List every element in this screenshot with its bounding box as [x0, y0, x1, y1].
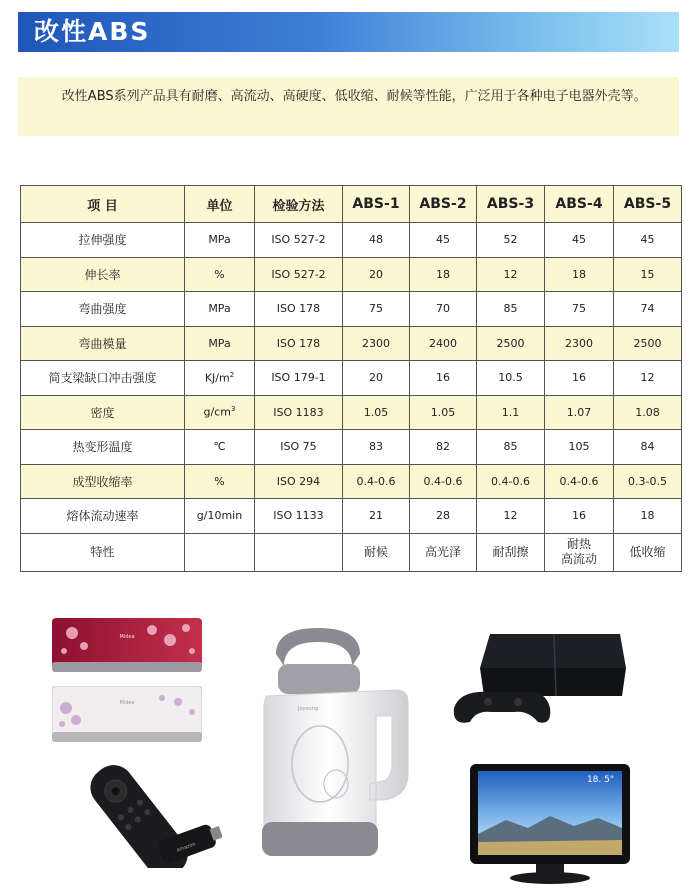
value-cell-abs-2: 16: [410, 361, 477, 396]
header-abs-4: ABS-4: [545, 186, 614, 223]
value-cell-abs-1: 48: [343, 223, 410, 258]
tv-size-label: 18. 5": [586, 775, 614, 785]
feature-unit-cell: [185, 533, 255, 571]
ac-brand-red: Midea: [119, 634, 135, 640]
unit-cell: [185, 326, 255, 361]
unit-text: %: [214, 267, 225, 281]
method-cell: ISO 1133: [255, 499, 343, 534]
value-cell-abs-1: 1.05: [343, 395, 410, 430]
value-cell-abs-1: 2300: [343, 326, 410, 361]
value-cell-abs-5: 2500: [614, 326, 682, 361]
value-cell-abs-4: 2300: [545, 326, 614, 361]
value-cell-abs-5: 74: [614, 292, 682, 327]
value-cell-abs-1: 21: [343, 499, 410, 534]
feature-row: [21, 533, 682, 571]
value-cell-abs-3: 85: [477, 292, 545, 327]
table-body: [21, 223, 682, 572]
table-header-row: [21, 186, 682, 223]
header-method: 检验方法: [255, 186, 343, 223]
value-cell-abs-5: 84: [614, 430, 682, 465]
unit-superscript: 2: [229, 370, 235, 379]
item-cell: 弯曲强度: [21, 292, 185, 327]
header-abs-1: ABS-1: [343, 186, 410, 223]
method-cell: ISO 178: [255, 292, 343, 327]
value-cell-abs-3: 12: [477, 499, 545, 534]
value-cell-abs-3: 12: [477, 257, 545, 292]
method-cell: ISO 294: [255, 464, 343, 499]
value-cell-abs-4: 105: [545, 430, 614, 465]
item-cell: 简支梁缺口冲击强度: [21, 361, 185, 396]
value-cell-abs-4: 18: [545, 257, 614, 292]
game-console-image: [450, 626, 630, 734]
table-row: [21, 292, 682, 327]
unit-text: KJ/m: [204, 371, 230, 385]
table-row: [21, 499, 682, 534]
header-unit: 单位: [185, 186, 255, 223]
table-row: [21, 223, 682, 258]
air-conditioner-white-image: [52, 686, 202, 744]
feature-cell-abs-2: 高光泽: [410, 533, 477, 571]
table-row: [21, 464, 682, 499]
unit-text: MPa: [208, 233, 231, 247]
feature-method-cell: [255, 533, 343, 571]
unit-text: g/cm: [203, 406, 231, 420]
feature-cell-abs-1: 耐候: [343, 533, 410, 571]
method-cell: ISO 178: [255, 326, 343, 361]
unit-cell: [185, 430, 255, 465]
unit-cell: [185, 292, 255, 327]
value-cell-abs-1: 20: [343, 361, 410, 396]
value-cell-abs-5: 12: [614, 361, 682, 396]
unit-text: g/10min: [196, 509, 243, 523]
value-cell-abs-2: 18: [410, 257, 477, 292]
header-abs-2: ABS-2: [410, 186, 477, 223]
item-cell: 弯曲模量: [21, 326, 185, 361]
value-cell-abs-4: 45: [545, 223, 614, 258]
method-cell: ISO 179-1: [255, 361, 343, 396]
feature-item-cell: 特性: [21, 533, 185, 571]
value-cell-abs-3: 0.4-0.6: [477, 464, 545, 499]
feature-cell-abs-3: 耐刮擦: [477, 533, 545, 571]
product-photos: [0, 600, 699, 895]
value-cell-abs-5: 0.3-0.5: [614, 464, 682, 499]
ac-brand-white: Midea: [119, 700, 135, 706]
value-cell-abs-3: 85: [477, 430, 545, 465]
tv-monitor-image: [466, 762, 634, 886]
value-cell-abs-5: 18: [614, 499, 682, 534]
page-title: 改性ABS: [34, 17, 151, 46]
header-abs-5: ABS-5: [614, 186, 682, 223]
method-cell: ISO 527-2: [255, 257, 343, 292]
value-cell-abs-5: 1.08: [614, 395, 682, 430]
item-cell: 伸长率: [21, 257, 185, 292]
value-cell-abs-1: 0.4-0.6: [343, 464, 410, 499]
table-row: [21, 257, 682, 292]
value-cell-abs-1: 20: [343, 257, 410, 292]
value-cell-abs-2: 45: [410, 223, 477, 258]
value-cell-abs-2: 82: [410, 430, 477, 465]
unit-text: %: [214, 474, 225, 488]
feature-cell-abs-5: 低收缩: [614, 533, 682, 571]
value-cell-abs-5: 15: [614, 257, 682, 292]
intro-box: [18, 77, 679, 136]
value-cell-abs-2: 1.05: [410, 395, 477, 430]
item-cell: 熔体流动速率: [21, 499, 185, 534]
unit-text: MPa: [208, 336, 231, 350]
value-cell-abs-4: 75: [545, 292, 614, 327]
unit-text: MPa: [208, 302, 231, 316]
value-cell-abs-4: 16: [545, 361, 614, 396]
value-cell-abs-4: 1.07: [545, 395, 614, 430]
unit-superscript: 3: [230, 405, 236, 414]
unit-cell: [185, 361, 255, 396]
table-row: [21, 326, 682, 361]
value-cell-abs-3: 52: [477, 223, 545, 258]
feature-line: 高流动: [560, 552, 597, 566]
value-cell-abs-2: 2400: [410, 326, 477, 361]
value-cell-abs-1: 75: [343, 292, 410, 327]
kettle-brand: Joyoung: [298, 706, 319, 712]
value-cell-abs-5: 45: [614, 223, 682, 258]
header-abs-3: ABS-3: [477, 186, 545, 223]
unit-cell: [185, 464, 255, 499]
unit-cell: [185, 499, 255, 534]
unit-cell: [185, 257, 255, 292]
value-cell-abs-3: 10.5: [477, 361, 545, 396]
remote-control-image: [62, 760, 222, 868]
feature-cell-abs-4: [545, 533, 614, 571]
title-banner: [18, 12, 679, 52]
value-cell-abs-4: 16: [545, 499, 614, 534]
value-cell-abs-2: 70: [410, 292, 477, 327]
item-cell: 成型收缩率: [21, 464, 185, 499]
soymilk-maker-image: [258, 624, 418, 860]
intro-text: 改性ABS系列产品具有耐磨、高流动、高硬度、低收缩、耐候等性能，广泛用于各种电子电器外壳等。: [61, 89, 647, 104]
value-cell-abs-2: 0.4-0.6: [410, 464, 477, 499]
table-row: [21, 361, 682, 396]
item-cell: 密度: [21, 395, 185, 430]
method-cell: ISO 1183: [255, 395, 343, 430]
table-row: [21, 395, 682, 430]
table-row: [21, 430, 682, 465]
header-item: 项 目: [21, 186, 185, 223]
air-conditioner-red-image: [52, 618, 202, 673]
unit-cell: [185, 223, 255, 258]
value-cell-abs-3: 2500: [477, 326, 545, 361]
unit-text: ℃: [213, 440, 226, 454]
value-cell-abs-4: 0.4-0.6: [545, 464, 614, 499]
method-cell: ISO 75: [255, 430, 343, 465]
item-cell: 热变形温度: [21, 430, 185, 465]
remote-brand: amazon: [175, 841, 197, 854]
value-cell-abs-1: 83: [343, 430, 410, 465]
value-cell-abs-3: 1.1: [477, 395, 545, 430]
method-cell: ISO 527-2: [255, 223, 343, 258]
feature-line: 耐热: [566, 537, 591, 551]
value-cell-abs-2: 28: [410, 499, 477, 534]
spec-table: [20, 185, 682, 572]
unit-cell: [185, 395, 255, 430]
item-cell: 拉伸强度: [21, 223, 185, 258]
